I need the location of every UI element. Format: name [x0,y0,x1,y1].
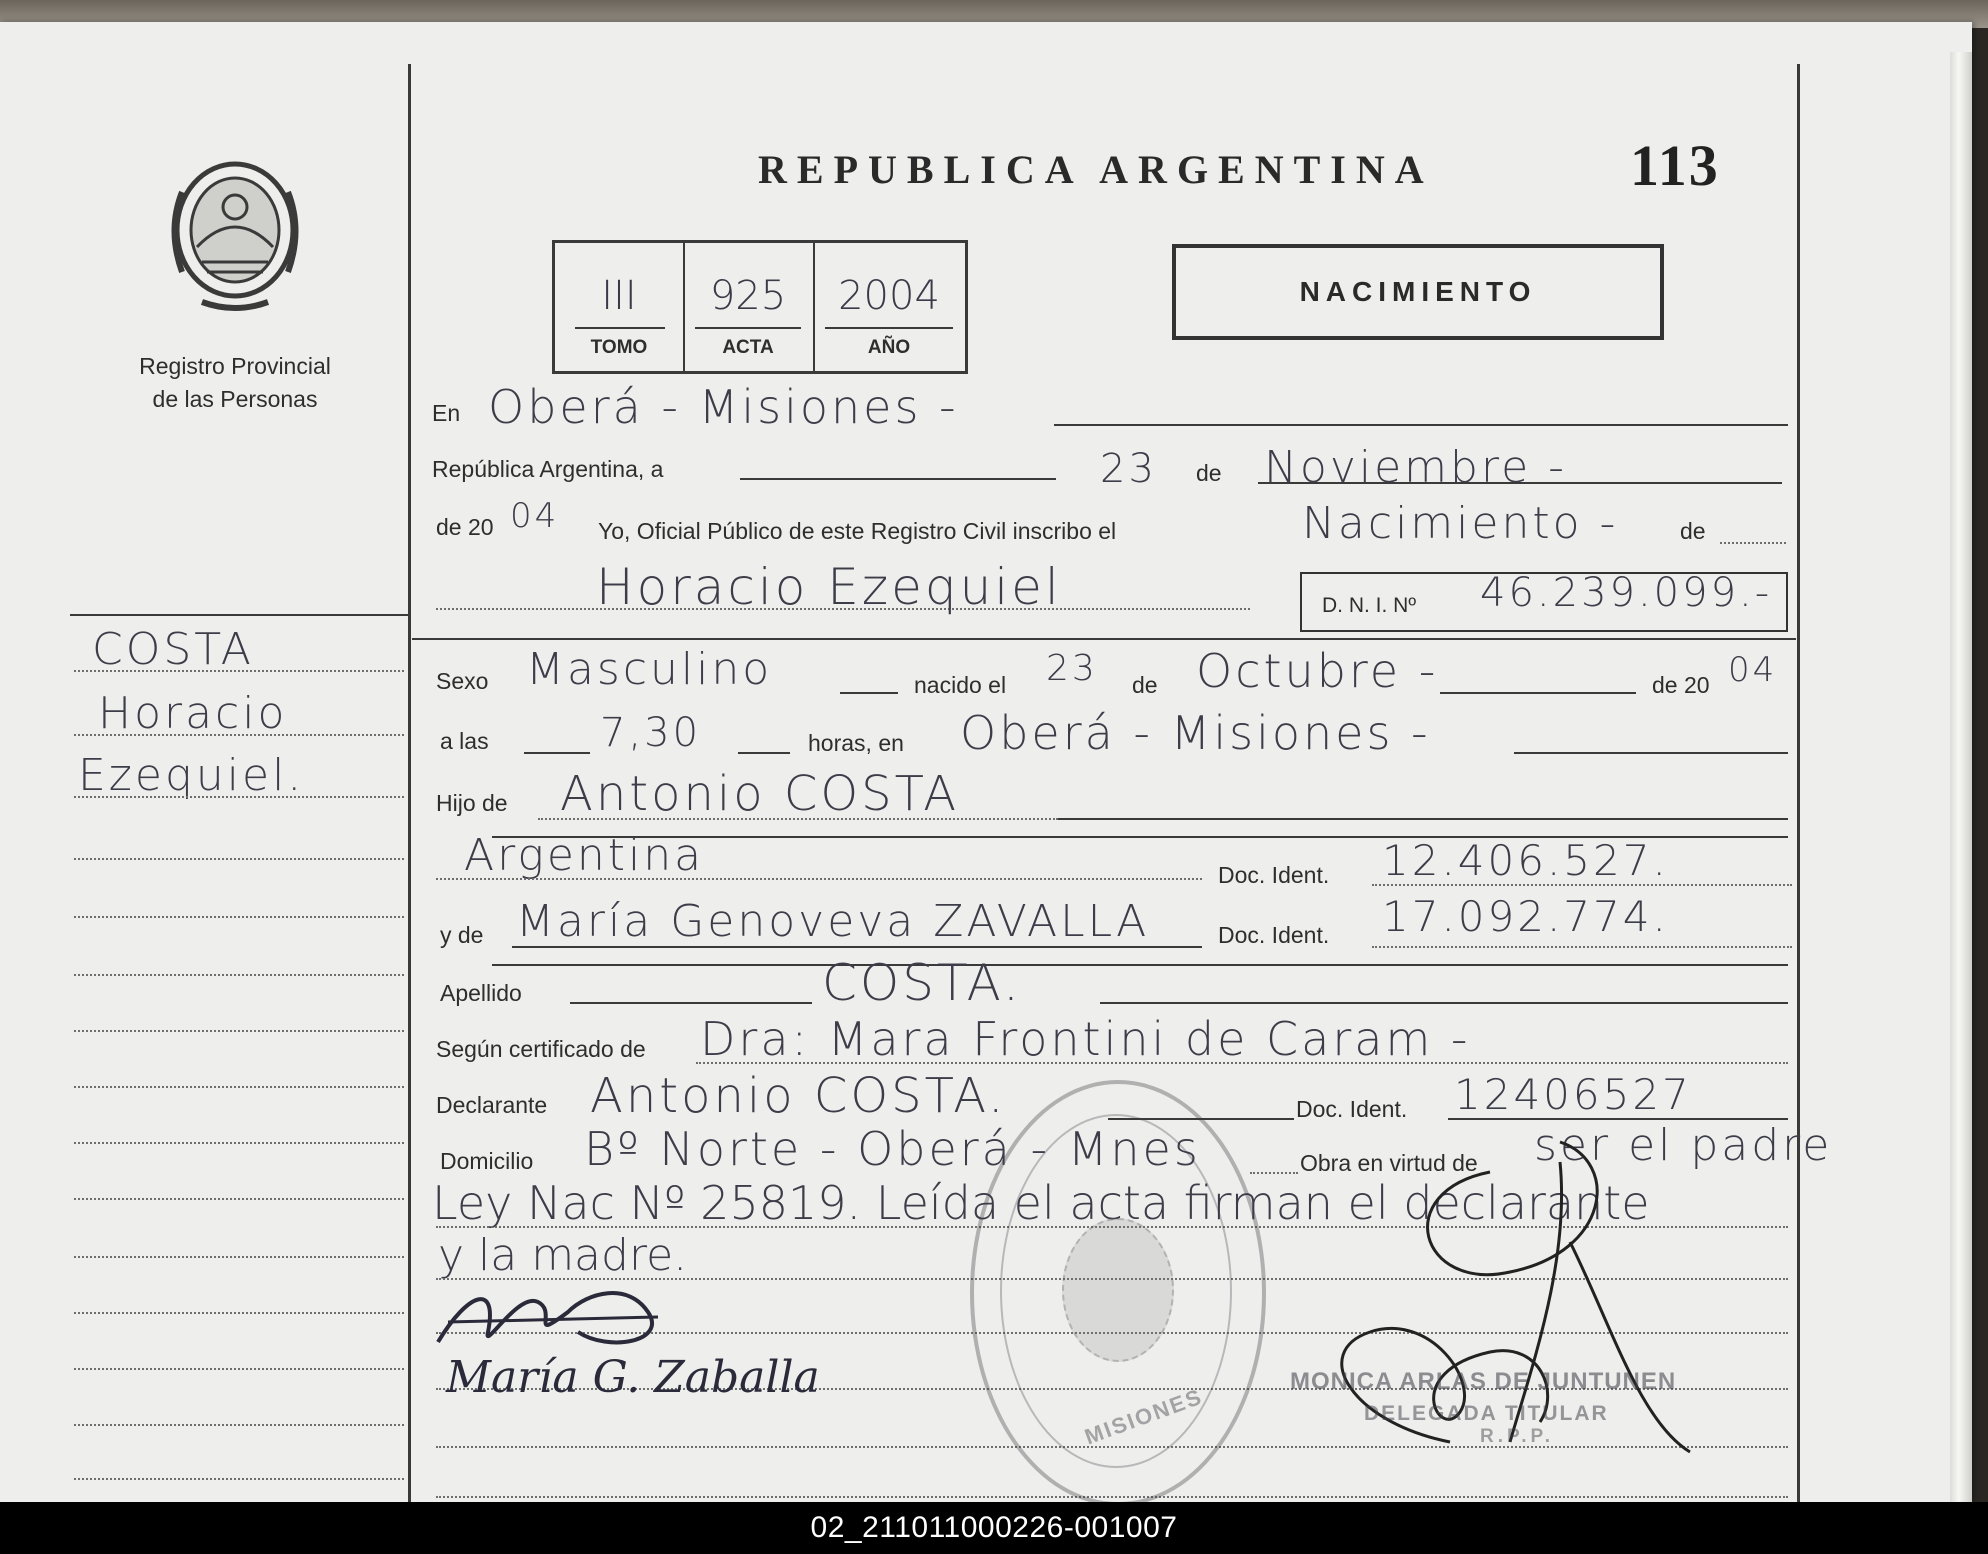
de2-label: de [1680,518,1706,544]
birth-day: 23 [1046,648,1098,689]
page-edge [1950,52,1972,1522]
margin-line [74,1198,404,1200]
tomo-label: TOMO [590,337,648,358]
de-label: de [1196,460,1222,486]
stamp-seal [1062,1218,1174,1362]
act-registered: Nacimiento - [1302,498,1619,549]
mother-signature: María G. Zaballa [446,1352,820,1403]
tomo-value: III [601,273,637,319]
country-title: REPUBLICA ARGENTINA [758,147,1434,192]
registration-month: Noviembre - [1264,442,1568,493]
republica-label: República Argentina, a [432,456,664,482]
page-number: 113 [1630,133,1720,198]
hour-line-right [738,752,790,754]
margin-middle-name: Ezequiel. [78,750,305,801]
margin-line [74,916,404,918]
mother-line [512,946,1202,948]
birth-year: 04 [1728,650,1778,690]
margin-surname: COSTA [92,624,254,675]
registration-year: 04 [510,496,560,536]
birth-month-line [1440,692,1636,694]
official-title: DELEGADA TITULAR [1364,1402,1609,1425]
domicilio-label: Domicilio [440,1148,534,1174]
margin-line [74,1256,404,1258]
margin-line [74,1312,404,1314]
father-doc-line [1372,884,1792,886]
de3-label: de [1132,672,1158,698]
nacido-label: nacido el [914,672,1007,698]
birth-certificate-page [0,22,1972,1502]
act-type-box: NACIMIENTO [1172,244,1664,340]
hijo-label: Hijo de [436,790,508,816]
left-column-rule [408,64,411,1502]
father-nationality: Argentina [464,830,705,881]
notes-line-2: y la madre. [438,1230,688,1281]
margin-line [74,1368,404,1370]
registration-day: 23 [1100,446,1157,492]
sex-value: Masculino [526,644,773,695]
margin-line [74,858,404,860]
address-value: Bº Norte - Oberá - Mnes [584,1122,1201,1176]
margin-line [74,796,404,798]
place-of-registration: Oberá - Misiones - [488,380,959,434]
declarante-label: Declarante [436,1092,548,1118]
address-line [1250,1172,1298,1174]
acta-label: ACTA [722,337,774,358]
obra-label: Obra en virtud de [1300,1150,1478,1176]
margin-line [74,1030,404,1032]
segun-label: Según certificado de [436,1036,646,1062]
margin-line [74,1142,404,1144]
margin-first-name: Horacio [98,688,288,739]
declarant-signature [428,1272,678,1362]
hour-line-left [524,752,590,754]
acta-underline [695,327,801,329]
birth-place: Oberá - Misiones - [960,706,1431,760]
margin-line [74,1086,404,1088]
certifying-doctor: Dra: Mara Frontini de Caram - [700,1012,1471,1066]
margin-top-rule [70,614,408,616]
margin-line [74,1478,404,1480]
mother-rule [492,964,1788,966]
act-number-box [552,240,968,374]
dni-label: D. N. I. Nº [1322,594,1417,617]
apellido-label: Apellido [440,980,522,1006]
inscribo-label: Yo, Oficial Público de este Registro Civil inscribo el [598,518,1117,544]
margin-line [74,670,404,672]
docident2-label: Doc. Ident. [1218,922,1330,948]
notes-line-1: Ley Nac Nº 25819. Leída el acta firman el declarante [432,1176,1650,1230]
ano-value: 2004 [838,273,940,319]
margin-line [74,974,404,976]
act-line [1720,542,1786,544]
father-doc: 12.406.527. [1382,836,1669,885]
official-office: R.P.P. [1480,1426,1555,1447]
ano-label: AÑO [867,337,911,358]
date-line [740,478,1056,480]
sexo-line [840,692,898,694]
registry-name [90,350,380,416]
margin-line [74,734,404,736]
birth-month: Octubre - [1196,644,1439,698]
provincial-coat-of-arms [162,152,308,314]
mother-doc: 17.092.774. [1382,892,1669,941]
image-id: 02_211011000226-001007 [810,1511,1178,1544]
apellido-line [1100,1002,1788,1004]
horas-label: horas, en [808,730,904,756]
obra-value: ser el padre [1534,1120,1833,1171]
birth-hour: 7,30 [600,710,702,756]
certificate-line [696,1062,1788,1064]
apellido-line-left [570,1002,812,1004]
dni-number: 46.239.099.- [1480,570,1773,616]
father-name: Antonio COSTA [560,766,960,822]
declarant-doc: 12406527 [1454,1070,1692,1119]
surname-value: COSTA. [822,954,1022,1012]
month-line [1258,482,1782,484]
mother-name: María Genoveva ZAVALLA [516,896,1150,947]
de20b-label: de 20 [1652,672,1710,698]
acta-value: 925 [709,273,787,319]
margin-line [74,1424,404,1426]
alas-label: a las [440,728,489,754]
official-name: MONICA ARLAS DE JUNTUNEN [1290,1368,1677,1395]
stamp-text: MISIONES [1081,1383,1206,1450]
image-id-footer [0,1502,1988,1554]
tomo-underline [575,327,665,329]
ano-underline [825,327,953,329]
registry-name-line2: de las Personas [152,386,318,412]
child-given-names: Horacio Ezequiel [596,558,1062,616]
sexo-label: Sexo [436,668,489,694]
declarant-name: Antonio COSTA. [590,1068,1007,1124]
father-line [1058,818,1788,820]
section-rule [412,638,1796,640]
en-line [1054,424,1788,426]
docident3-label: Doc. Ident. [1296,1096,1408,1122]
nationality-line [436,878,1202,880]
de20-label: de 20 [436,514,494,540]
registry-name-line1: Registro Provincial [139,353,331,379]
birth-place-line [1514,752,1788,754]
right-column-rule [1797,64,1800,1502]
mother-doc-line [1372,946,1792,948]
docident1-label: Doc. Ident. [1218,862,1330,888]
yde-label: y de [440,922,484,948]
en-label: En [432,400,461,426]
